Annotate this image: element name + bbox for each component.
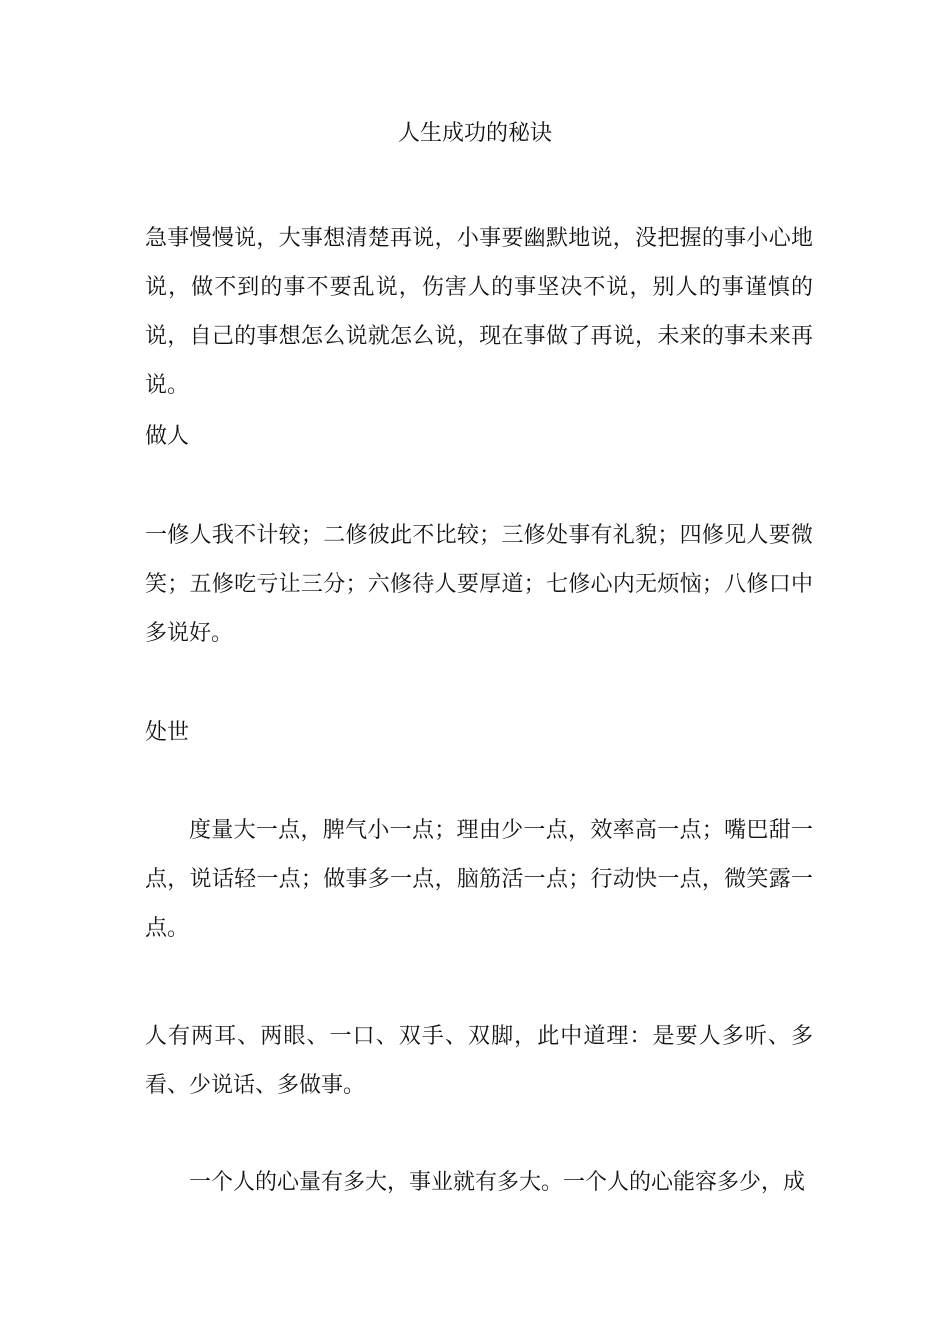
paragraph-a-little-more: 度量大一点，脾气小一点；理由少一点，效率高一点；嘴巴甜一点，说话轻一点；做事多一点，脑筋活一点；行动快一点，微笑露一点。 xyxy=(145,818,813,941)
paragraph-speaking: 急事慢慢说，大事想清楚再说，小事要幽默地说，没把握的事小心地说，做不到的事不要乱说，伤害人的事坚决不说，别人的事谨慎的说，自己的事想怎么说就怎么说，现在事做了再说，未来的事未来再说。 xyxy=(145,226,813,398)
section-heading-conduct: 做人 xyxy=(145,424,190,449)
paragraph-heart-capacity: 一个人的心量有多大，事业就有多大。一个人的心能容多少，成 xyxy=(189,1170,806,1195)
section-heading-dealing: 处世 xyxy=(145,720,190,745)
paragraph-eight-cultivations: 一修人我不计较；二修彼此不比较；三修处事有礼貌；四修见人要微笑；五修吃亏让三分；六修待人要厚道；七修心内无烦恼；八修口中多说好。 xyxy=(145,523,813,646)
paragraph-ears-eyes: 人有两耳、两眼、一口、双手、双脚，此中道理：是要人多听、多看、少说话、多做事。 xyxy=(145,1024,813,1098)
document-title: 人生成功的秘诀 xyxy=(397,121,552,146)
